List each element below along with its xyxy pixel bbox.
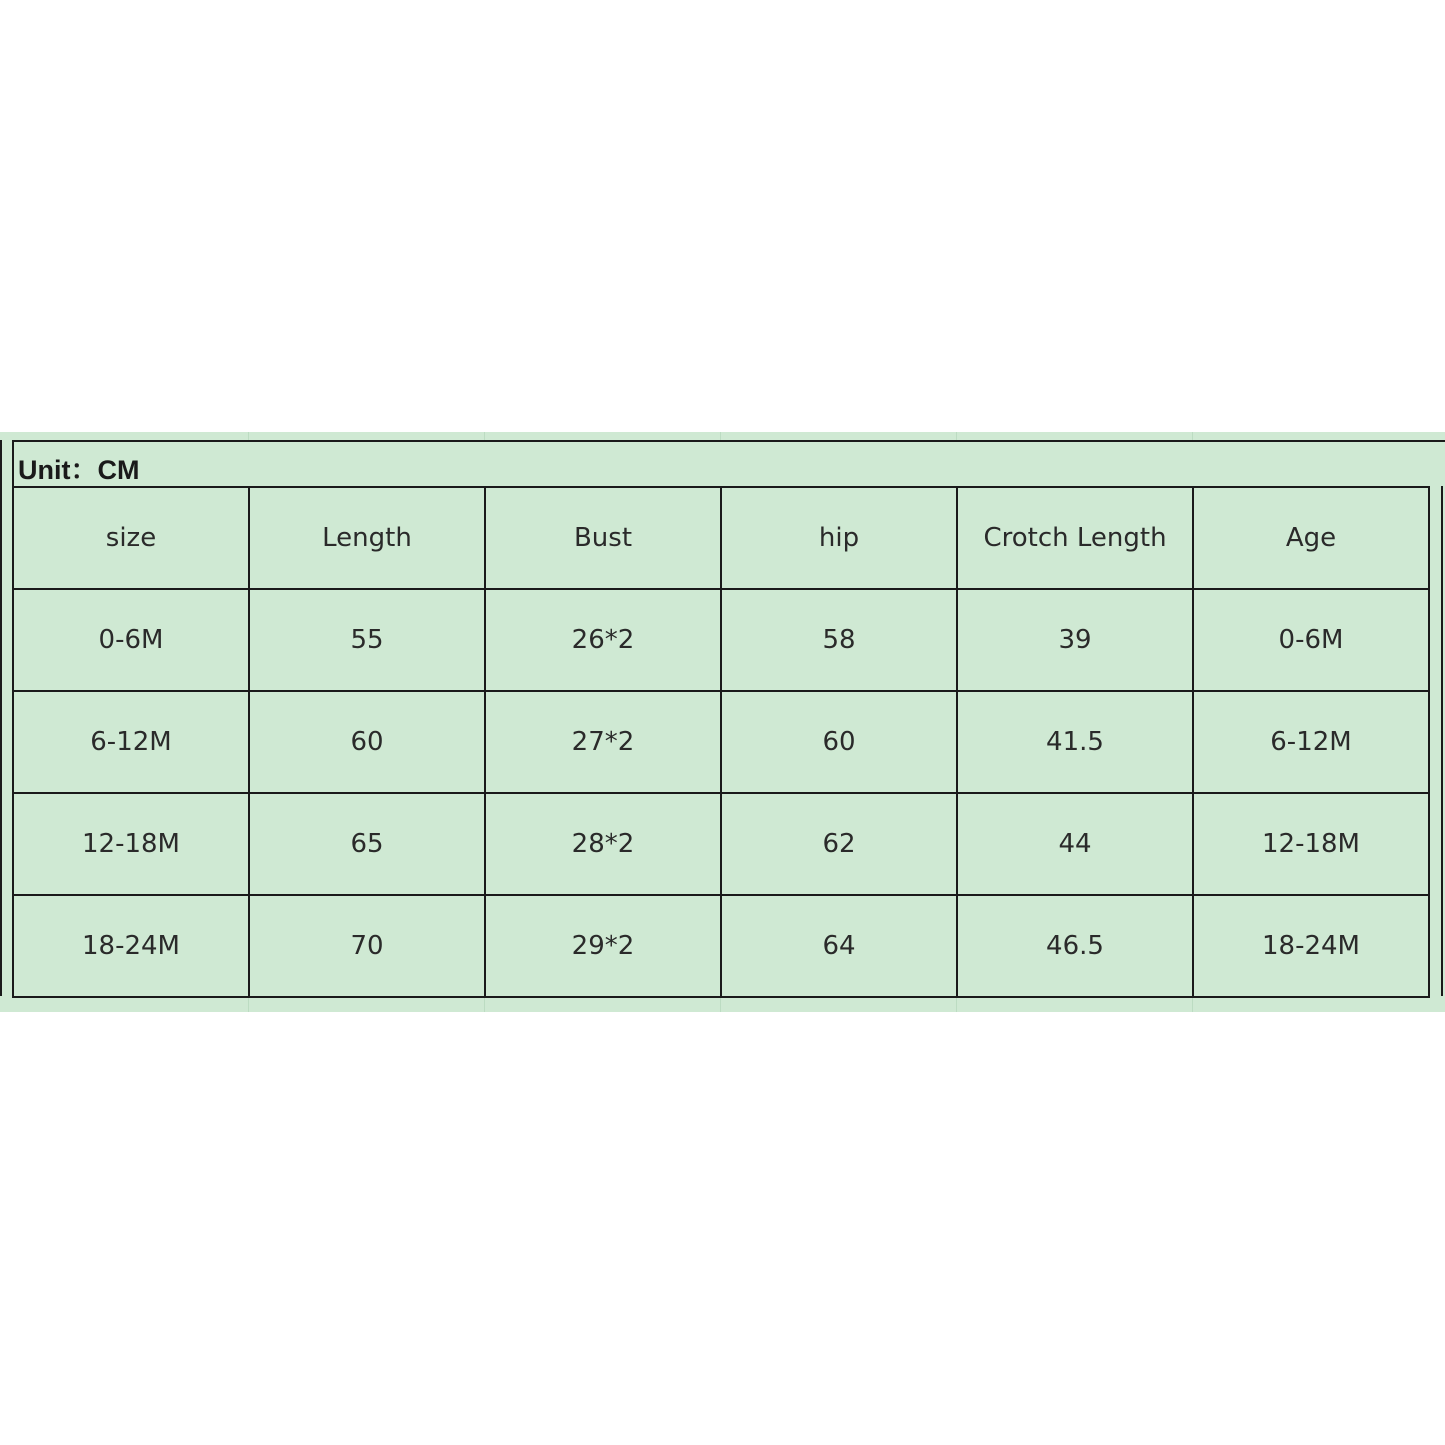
header-age: Age xyxy=(1193,487,1429,589)
cell-hip: 58 xyxy=(721,589,957,691)
header-length: Length xyxy=(249,487,485,589)
gridline xyxy=(956,997,957,1012)
left-edge-line xyxy=(0,440,2,996)
unit-title-row xyxy=(12,440,1445,487)
cell-length: 65 xyxy=(249,793,485,895)
cell-age: 0-6M xyxy=(1193,589,1429,691)
cell-crotch-length: 39 xyxy=(957,589,1193,691)
table-row xyxy=(13,691,1429,793)
cell-crotch-length: 46.5 xyxy=(957,895,1193,997)
cell-bust: 28*2 xyxy=(485,793,721,895)
unit-label: Unit：CM xyxy=(18,455,140,485)
header-bust: Bust xyxy=(485,487,721,589)
right-edge-line xyxy=(1441,486,1443,996)
cell-bust: 27*2 xyxy=(485,691,721,793)
cell-bust: 26*2 xyxy=(485,589,721,691)
table-row xyxy=(13,895,1429,997)
table-row xyxy=(13,793,1429,895)
cell-bust: 29*2 xyxy=(485,895,721,997)
gridline xyxy=(484,997,485,1012)
header-size: size xyxy=(13,487,249,589)
cell-hip: 60 xyxy=(721,691,957,793)
gridline xyxy=(720,432,721,440)
gridline xyxy=(484,432,485,440)
cell-age: 12-18M xyxy=(1193,793,1429,895)
cell-age: 18-24M xyxy=(1193,895,1429,997)
cell-crotch-length: 44 xyxy=(957,793,1193,895)
table-row xyxy=(13,589,1429,691)
header-crotch-length: Crotch Length xyxy=(957,487,1193,589)
cell-length: 70 xyxy=(249,895,485,997)
cell-age: 6-12M xyxy=(1193,691,1429,793)
cell-hip: 62 xyxy=(721,793,957,895)
gridline xyxy=(1192,997,1193,1012)
gridline xyxy=(248,997,249,1012)
table-header-row xyxy=(13,487,1429,589)
gridline xyxy=(248,432,249,440)
cell-hip: 64 xyxy=(721,895,957,997)
cell-size: 0-6M xyxy=(13,589,249,691)
gridline xyxy=(720,997,721,1012)
cell-size: 6-12M xyxy=(13,691,249,793)
cell-size: 12-18M xyxy=(13,793,249,895)
cell-length: 60 xyxy=(249,691,485,793)
header-hip: hip xyxy=(721,487,957,589)
cell-crotch-length: 41.5 xyxy=(957,691,1193,793)
cell-size: 18-24M xyxy=(13,895,249,997)
cell-length: 55 xyxy=(249,589,485,691)
size-chart-table xyxy=(12,486,1430,998)
gridline xyxy=(1192,432,1193,440)
gridline xyxy=(956,432,957,440)
